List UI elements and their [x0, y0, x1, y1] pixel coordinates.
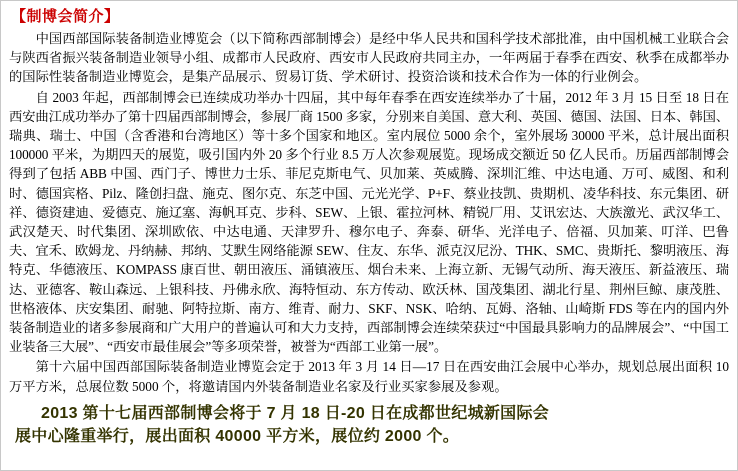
footer-announcement-line1: 2013 第十七届西部制博会将于 7 月 18 日-20 日在成都世纪城新国际会: [41, 404, 550, 422]
paragraph-intro: 中国西部国际装备制造业博览会（以下简称西部制博会）是经中华人民共和国科学技术部批准，由中国机械工业联合会与陕西省振兴装备制造业领导小组、成都市人民政府、西安市人民政府共同主办，一年两届于春季在西安、秋季在成都举办的国际性装备制造业博览会，是集产品展示、贸易订货、学术研讨、投资洽谈和技术合作为一体的行业例会。: [9, 31, 729, 85]
paragraph-upcoming: 第十六届中国西部国际装备制造业博览会定于 2013 年 3 月 14 日—17 日在西安曲江会展中心举办，规划总展出面积 10 万平方米，总展位数 5000 个，将邀请国内外装备制造业名家及行业买家参展及参观。: [9, 359, 729, 394]
footer-announcement: [9, 402, 729, 448]
page-title: 【制博会简介】: [11, 8, 120, 25]
footer-announcement-line2: 展中心隆重举行，展出面积 40000 平方米，展位约 2000 个。: [15, 427, 460, 445]
paragraph-history: 自 2003 年起，西部制博会已连续成功举办十四届，其中每年春季在西安连续举办了十届，2012 年 3 月 15 日至 18 日在西安曲江成功举办了第十四届西部制博会，参展厂商 1500 多家，分别来自美国、意大利、英国、德国、法国、日本、韩国、瑞典、瑞士、中国（含香港和台湾地区）等十多个国家和地区。室内展位 5000 余个，室外展场 30000 平米，总计展出面积 100000 平米，为期四天的展览，吸引国内外 20 多个行业 8.5 万人次参观展览。现场成交额近 50 亿人民币。历届西部制博会得到了包括 ABB 中国、西门子、博世力士乐、菲尼克斯电气、贝加莱、英威腾、深圳汇维、中达电通、万可、威图、和利时、德国宾格、Pilz、隆创扫盘、施克、图尔克、东芝中国、元光光学、P+F、蔡业技凯、贵期机、凌华科技、东元集团、研祥、德资建迪、爱德克、施辽塞、海帆耳克、步科、SEW、上银、霍拉河林、精锐厂用、艾讯宏达、大族激光、武汉华工、武汉楚天、时代集团、深圳欧依、中达电通、天津罗升、穆尔电子、奔泰、研华、光洋电子、倍福、贝加莱、叮洋、巴鲁夫、宜禾、欧姆龙、丹纳赫、邦纳、艾默生网络能源 SEW、住友、东华、派克汉尼汾、THK、SMC、贵斯托、黎明液压、海特克、华德液压、KOMPASS 康百世、朝田液压、涌镇液压、烟台未来、上海立新、无锡气动所、海天液压、新益液压、瑞达、亚德客、鞍山森远、上银科技、丹佛永欣、海特恒动、东方传动、欧沃林、国茂集团、湖北行星、荆州巨鲸、康茂胜、世格液体、庆安集团、耐驰、阿特拉斯、南方、维青、耐力、SKF、NSK、哈纳、瓦姆、洛轴、山崎斯 FDS 等在内的国内外装备制造业的诸多参展商和广大用户的普遍认可和大力支持，西部制博会连续荣获过“中国最具影响力的品牌展会”、“中国工业装备三大展”、“西安市最佳展会”等多项荣誉，被誉为“西部工业第一展”。: [9, 89, 729, 355]
